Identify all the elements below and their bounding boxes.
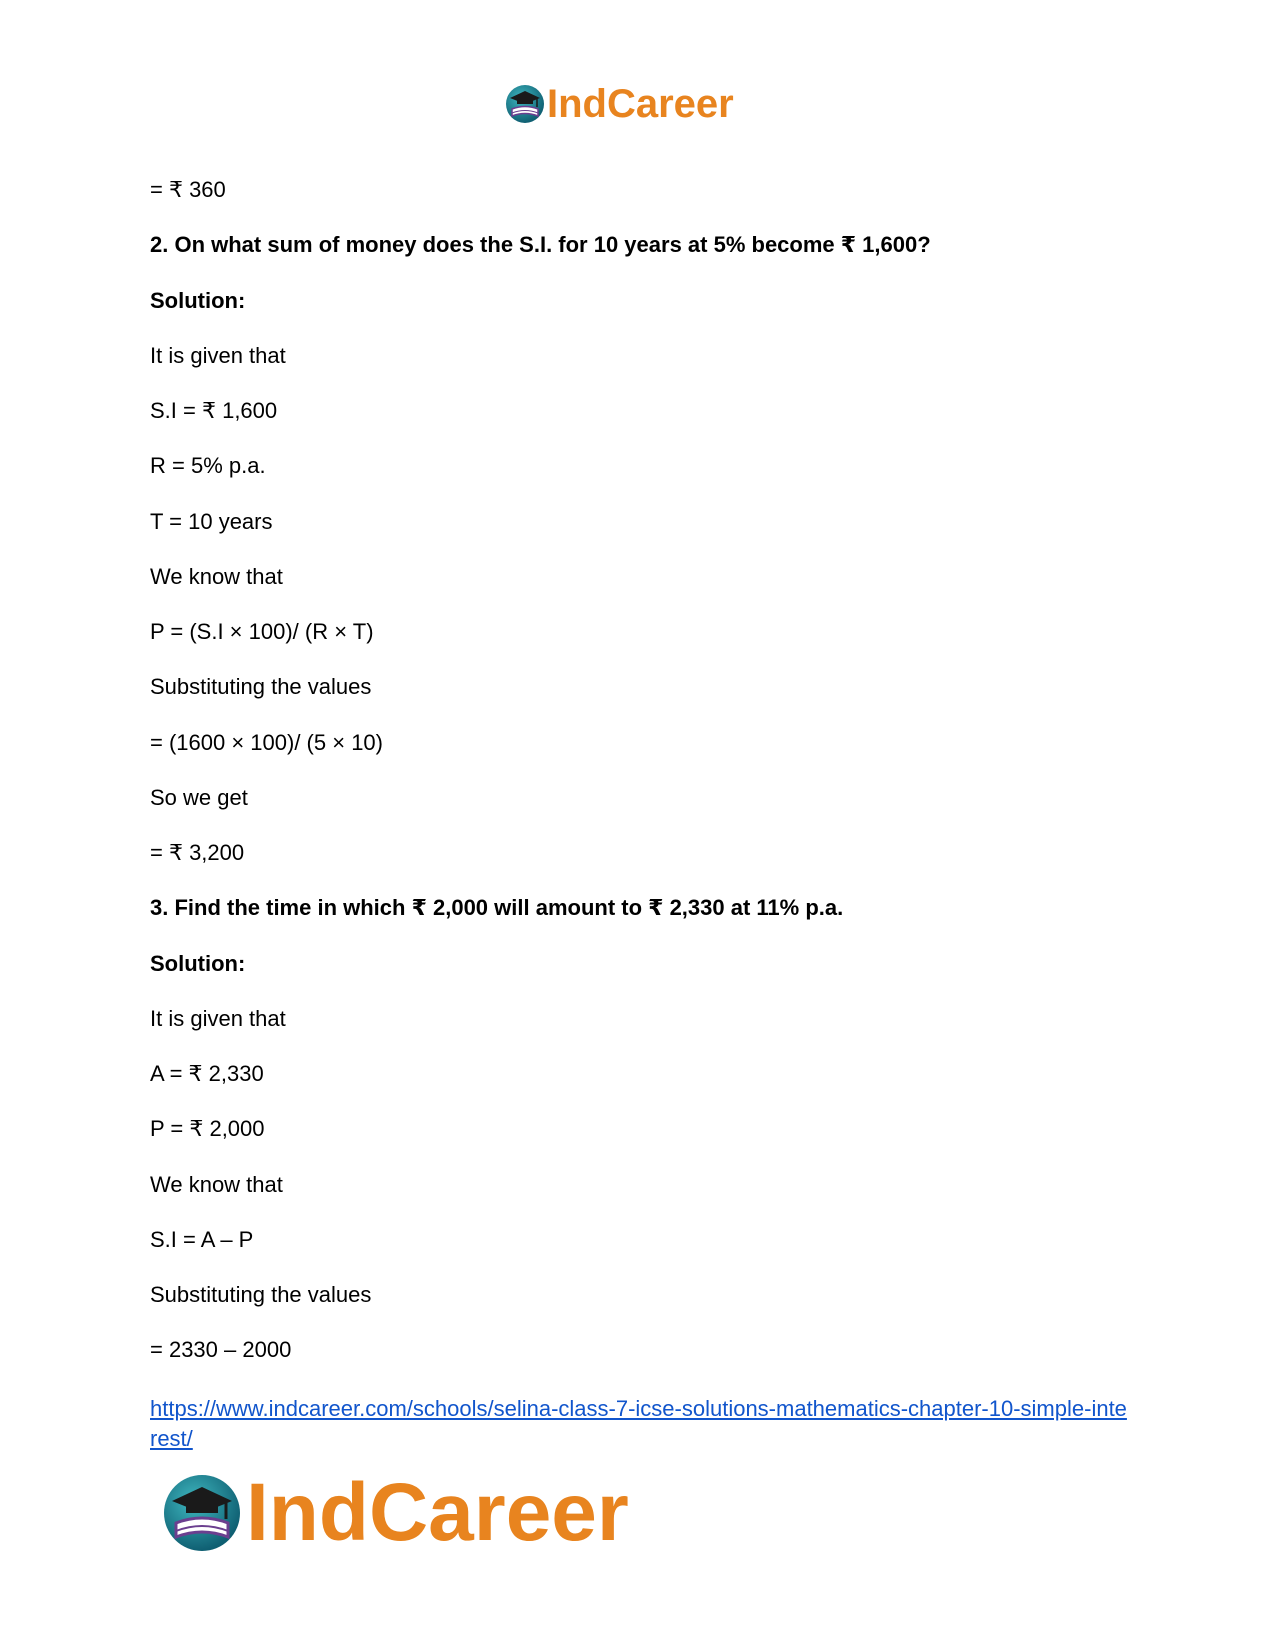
question-heading: 2. On what sum of money does the S.I. for 10 years at 5% become ₹ 1,600? bbox=[150, 232, 931, 257]
graduation-book-icon bbox=[160, 1471, 244, 1555]
content-line: = ₹ 3,200 bbox=[150, 840, 245, 865]
content-line: P = (S.I × 100)/ (R × T) bbox=[150, 619, 374, 644]
question-heading: Solution: bbox=[150, 288, 246, 313]
footer-logo bbox=[160, 1465, 629, 1561]
content-line: We know that bbox=[150, 1172, 283, 1197]
header-logo bbox=[504, 80, 734, 128]
logo-wordmark: IndCareer bbox=[246, 1467, 629, 1558]
content-line: = 2330 – 2000 bbox=[150, 1337, 292, 1362]
question-heading: Solution: bbox=[150, 951, 246, 976]
content-line: = ₹ 360 bbox=[150, 177, 226, 202]
graduation-book-icon bbox=[504, 83, 546, 125]
content-line: S.I = ₹ 1,600 bbox=[150, 398, 278, 423]
content-line: It is given that bbox=[150, 1006, 286, 1031]
content-line: It is given that bbox=[150, 343, 286, 368]
content-line: So we get bbox=[150, 785, 248, 810]
content-line: T = 10 years bbox=[150, 509, 273, 534]
source-link[interactable]: https://www.indcareer.com/schools/selina-class-7-icse-solutions-mathematics-chapter-10-simple-interest/ bbox=[150, 1396, 1127, 1451]
content-line: Substituting the values bbox=[150, 1282, 372, 1307]
logo-wordmark: IndCareer bbox=[547, 82, 734, 126]
question-heading: 3. Find the time in which ₹ 2,000 will amount to ₹ 2,330 at 11% p.a. bbox=[150, 895, 844, 920]
content-line: P = ₹ 2,000 bbox=[150, 1116, 265, 1141]
content-line: R = 5% p.a. bbox=[150, 453, 266, 478]
content-line: A = ₹ 2,330 bbox=[150, 1061, 264, 1086]
content-line: We know that bbox=[150, 564, 283, 589]
content-line: S.I = A – P bbox=[150, 1227, 254, 1252]
content-line: = (1600 × 100)/ (5 × 10) bbox=[150, 730, 383, 755]
content-line: Substituting the values bbox=[150, 674, 372, 699]
